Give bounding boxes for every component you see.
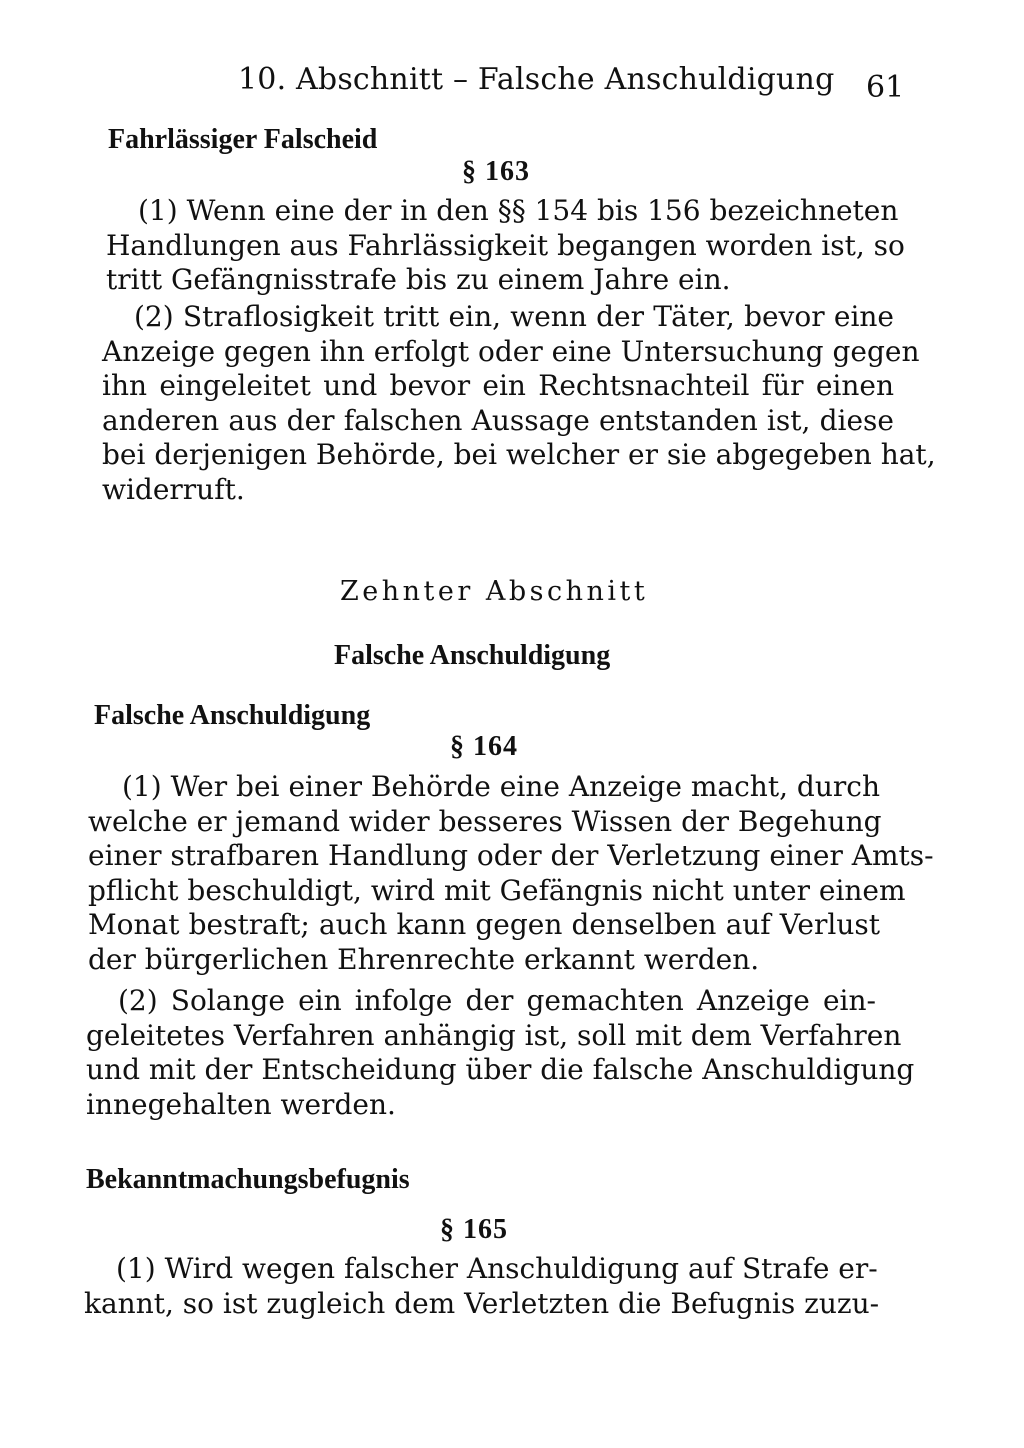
text-line: Anzeige gegen ihn erfolgt oder eine Untersuchung gegen (102, 334, 920, 368)
text-line: Monat bestraft; auch kann gegen denselben auf Verlust (88, 908, 880, 941)
section-164-heading: Falsche Anschuldigung (94, 700, 371, 731)
text-line: (1) Wenn eine der in den §§ 154 bis 156 bezeichneten (138, 194, 899, 227)
section-165-heading: Bekanntmachungsbefugnis (86, 1164, 410, 1195)
text-line: tritt Gefängnisstrafe bis zu einem Jahre ein. (106, 263, 731, 296)
section-164-number: § 164 (450, 731, 518, 762)
section-163-paragraph-1 (106, 194, 905, 298)
text-line: bei derjenigen Behörde, bei welcher er sie abgegeben hat, (102, 438, 936, 471)
chapter-subtitle: Falsche Anschuldigung (334, 640, 611, 671)
text-line: Handlungen aus Fahrlässigkeit begangen worden ist, so (106, 228, 905, 262)
section-164-paragraph-2 (86, 984, 915, 1122)
section-165-number: § 165 (440, 1214, 508, 1245)
page-number: 61 (866, 70, 905, 105)
text-line: (2) Solange ein infolge der gemachten Anzeige ein- (118, 984, 876, 1017)
text-line: ihn eingeleitet und bevor ein Rechtsnachteil für einen (102, 369, 894, 402)
text-line: kannt, so ist zugleich dem Verletzten die Befugnis zuzu- (84, 1286, 880, 1320)
text-line: pflicht beschuldigt, wird mit Gefängnis nicht unter einem (88, 873, 906, 907)
text-line: und mit der Entscheidung über die falsche Anschuldigung (86, 1053, 915, 1086)
section-163-heading: Fahrlässiger Falscheid (108, 124, 378, 155)
text-line: (1) Wer bei einer Behörde eine Anzeige macht, durch (122, 770, 880, 803)
text-line: (2) Straflosigkeit tritt ein, wenn der Täter, bevor eine (134, 300, 894, 333)
running-head: 10. Abschnitt – Falsche Anschuldigung (238, 62, 835, 97)
text-line: (1) Wird wegen falscher Anschuldigung auf Strafe er- (116, 1252, 878, 1285)
text-line: der bürgerlichen Ehrenrechte erkannt werden. (88, 942, 760, 976)
chapter-title: Zehnter Abschnitt (340, 576, 649, 607)
text-line: innegehalten werden. (86, 1087, 396, 1121)
section-163-number: § 163 (462, 156, 530, 187)
text-line: geleitetes Verfahren anhängig ist, soll mit dem Verfahren (86, 1018, 902, 1052)
text-line: anderen aus der falschen Aussage entstanden ist, diese (102, 403, 894, 437)
text-line: widerruft. (102, 472, 245, 506)
section-165-paragraph-1 (84, 1252, 880, 1321)
section-164-paragraph-1 (88, 770, 934, 977)
section-163-paragraph-2 (102, 300, 936, 507)
text-line: einer strafbaren Handlung oder der Verletzung einer Amts- (88, 839, 934, 872)
text-line: welche er jemand wider besseres Wissen der Begehung (88, 804, 882, 838)
